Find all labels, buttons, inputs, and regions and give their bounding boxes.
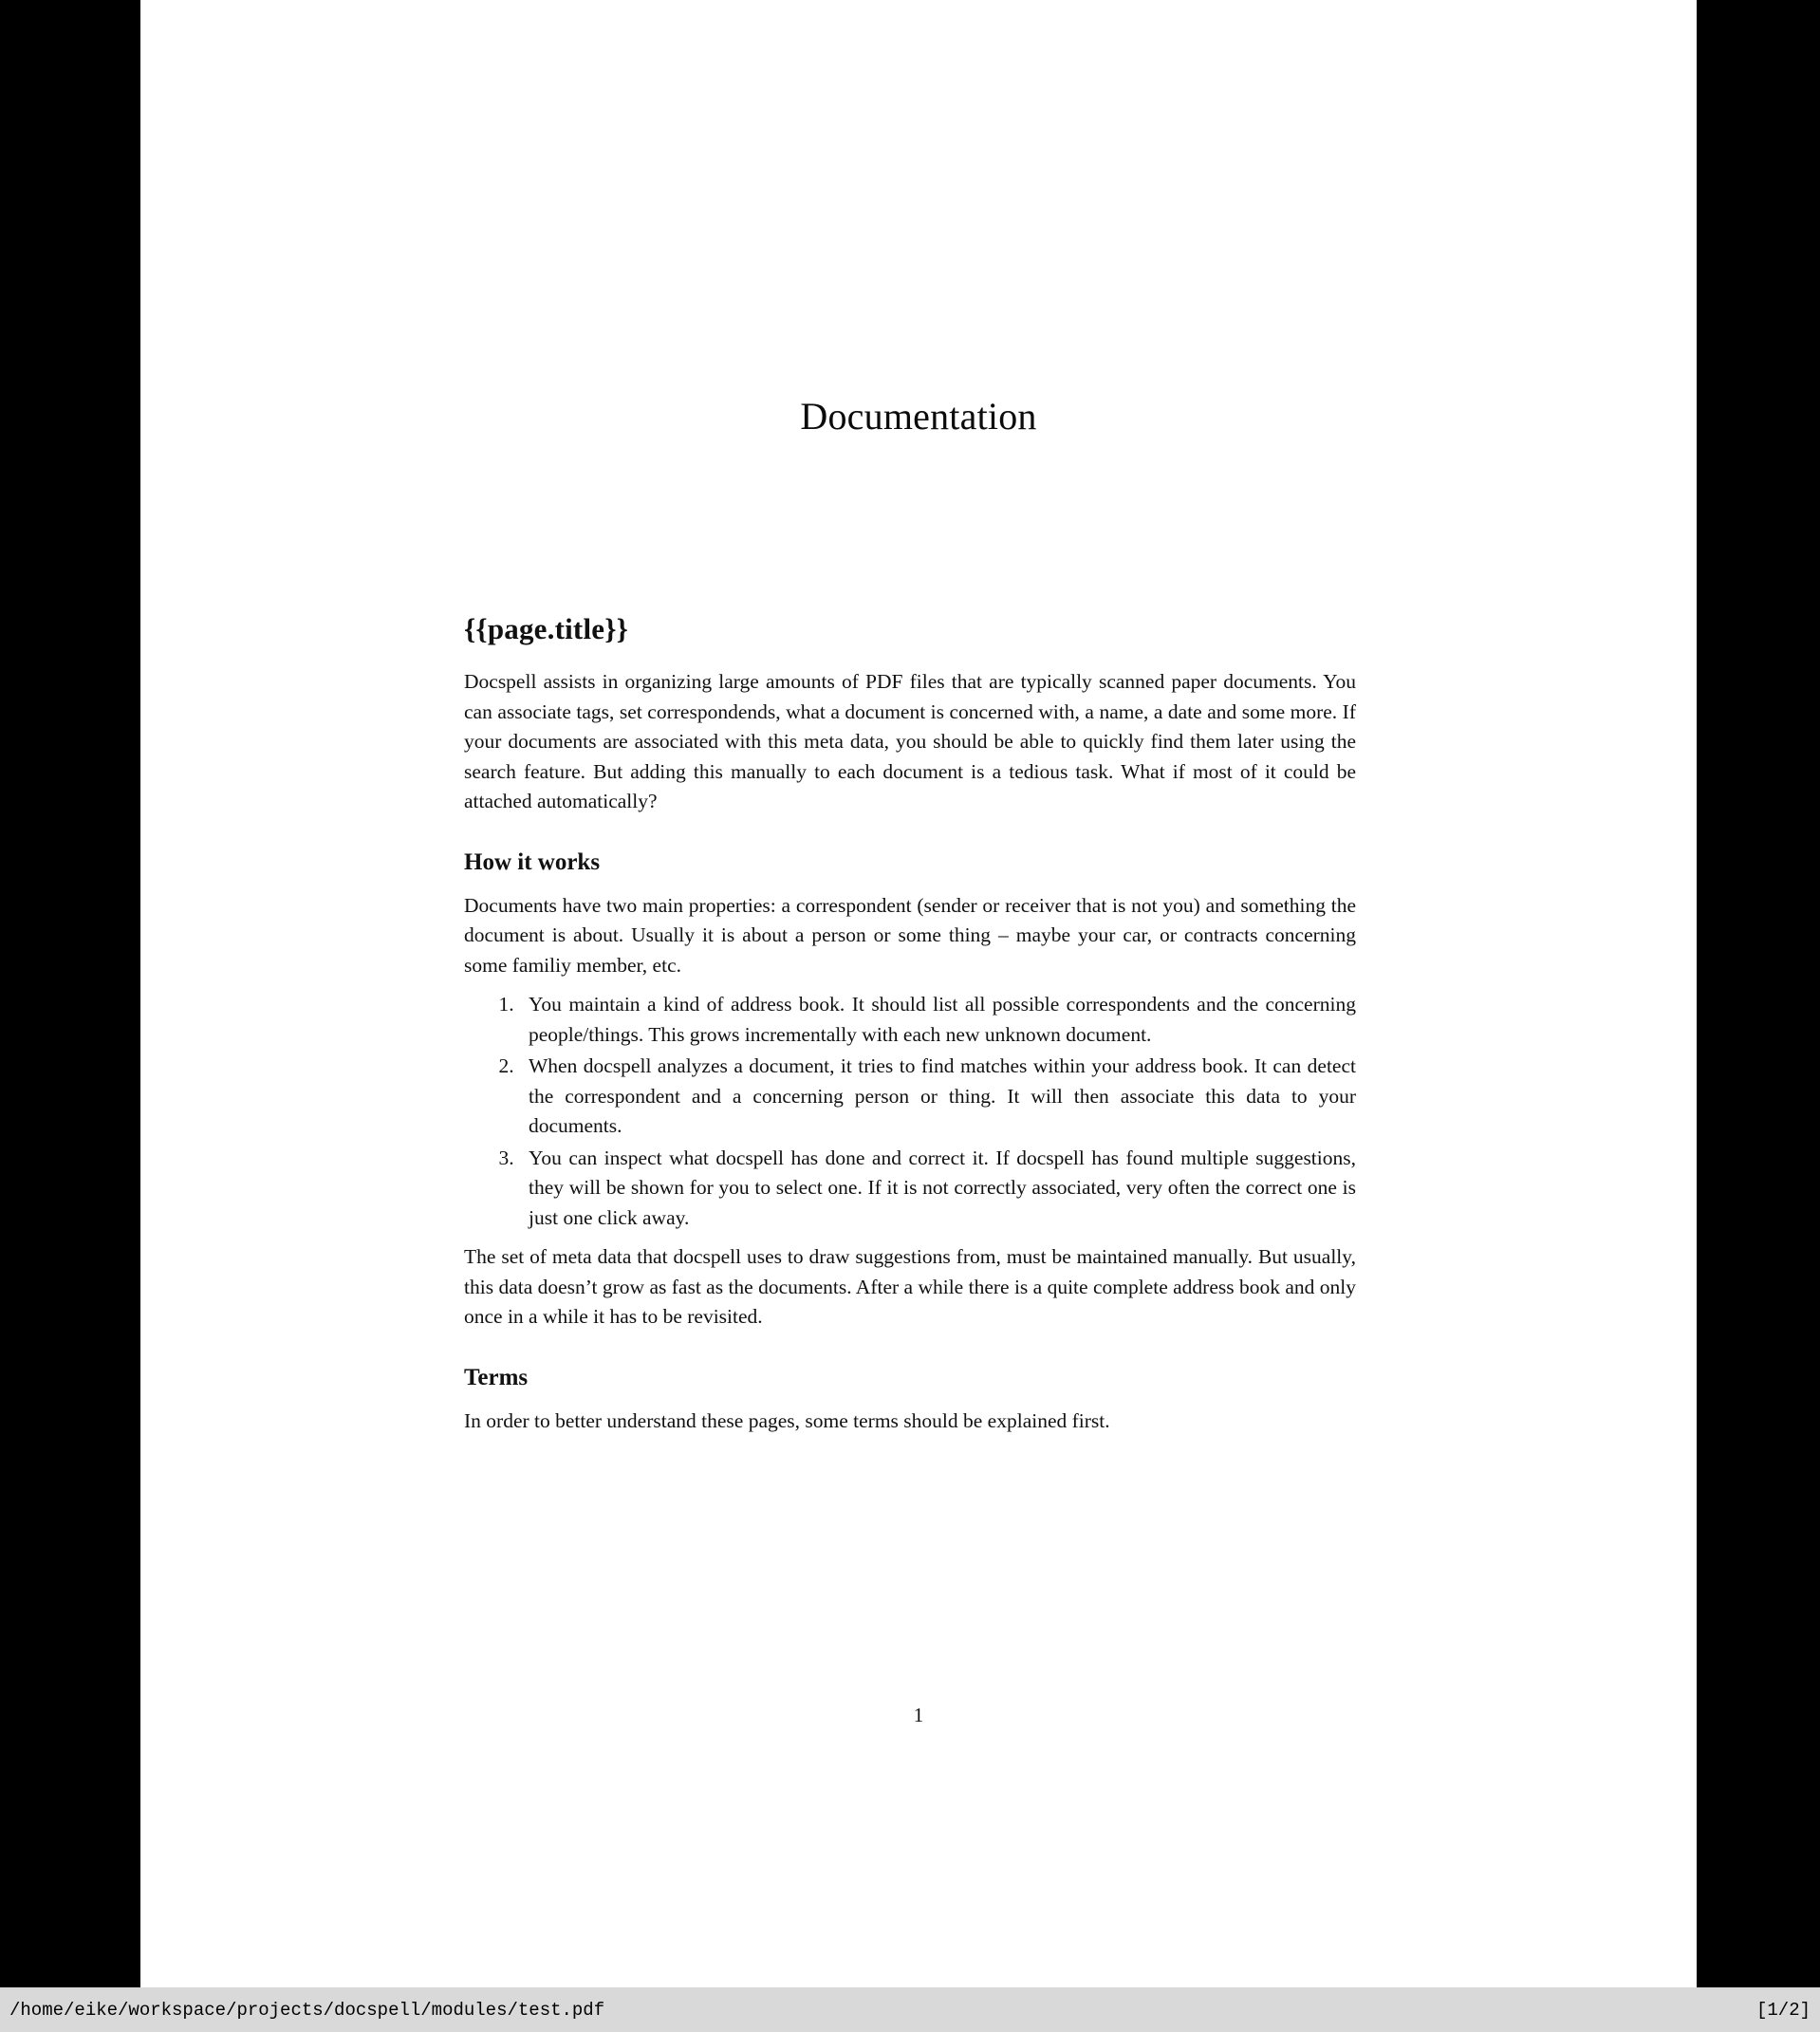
document-title: Documentation (800, 395, 1037, 438)
list-item: 2. When docspell analyzes a document, it tries to find matches within your address book. It can detect the correspondent and a concerning person or thing. It will then associate this data to your documents. (519, 1052, 1356, 1142)
status-bar (0, 1987, 1820, 2032)
intro-paragraph: Docspell assists in organizing large amounts of PDF files that are typically scanned paper documents. You can associate tags, set correspondends, what a document is concerned with, a name, a date and some more. If your documents are associated with this meta data, you should be able to quickly find them later using the search feature. But adding this manually to each document is a tedious task. What if most of it could be attached automatically? (464, 670, 1356, 812)
how-it-works-steps (464, 990, 1356, 1233)
terms-paragraph: In order to better understand these pages, some terms should be explained first. (464, 1408, 1110, 1432)
list-item: 3. You can inspect what docspell has done and correct it. If docspell has found multiple suggestions, they will be shown for you to select one. If it is not correctly associated, very often the correct one is just one click away. (519, 1144, 1356, 1234)
document-body (464, 612, 1356, 1442)
page-content (140, 0, 1697, 1987)
section-heading-how-it-works: How it works (464, 848, 601, 875)
section-heading-page-title: {{page.title}} (464, 612, 629, 645)
how-it-works-paragraph: Documents have two main properties: a correspondent (sender or receiver that is not you) and something the document is about. Usually it is about a person or some thing – maybe your car, or contracts concerning some familiy member, etc. (464, 893, 1356, 977)
page-number: 1 (913, 1704, 924, 1726)
how-it-works-outro-paragraph: The set of meta data that docspell uses to draw suggestions from, must be maintained manually. But usually, this data doesn’t grow as fast as the documents. After a while there is a quite complete address book and only once in a while it has to be revisited. (464, 1245, 1356, 1328)
section-heading-terms: Terms (464, 1364, 529, 1390)
pdf-page (140, 0, 1697, 1987)
list-item: 1. You maintain a kind of address book. It should list all possible correspondents and the concerning people/things. This grows incrementally with each new unknown document. (519, 990, 1356, 1050)
file-path-label: /home/eike/workspace/projects/docspell/modules/test.pdf (9, 1999, 605, 2021)
page-indicator-label: [1/2] (1755, 1999, 1811, 2021)
